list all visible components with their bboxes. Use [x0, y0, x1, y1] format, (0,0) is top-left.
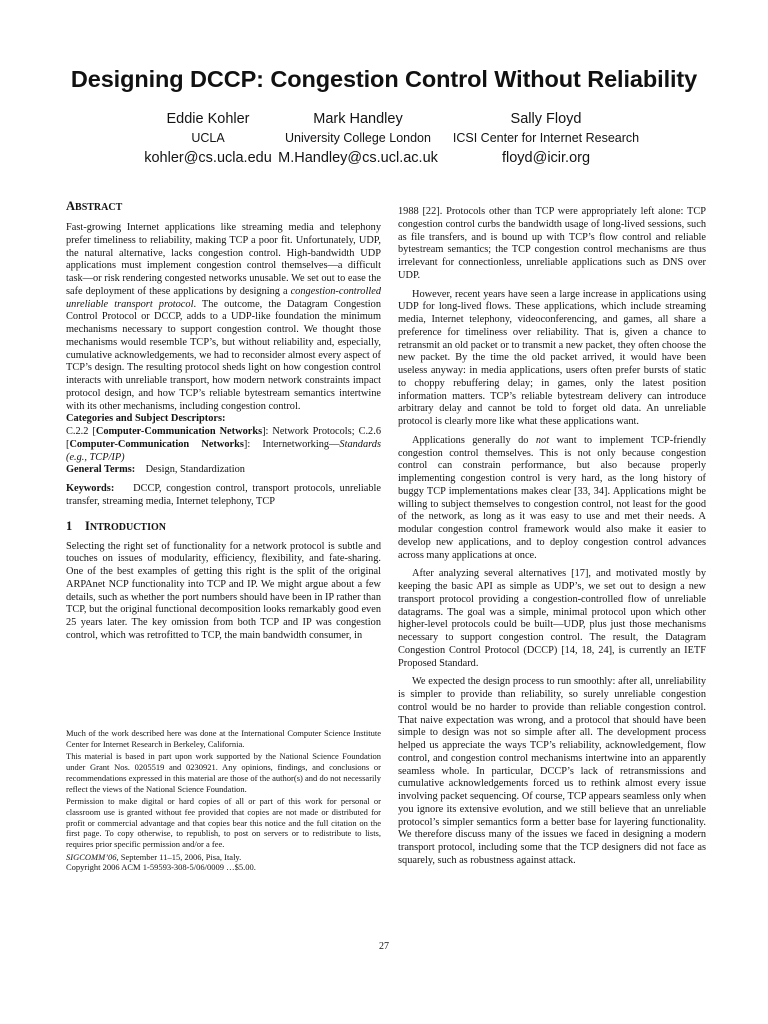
author-name: Sally Floyd [510, 111, 582, 127]
author-affiliation: ICSI Center for Internet Research [452, 131, 640, 145]
descriptors-heading: Categories and Subject Descriptors: [66, 413, 226, 425]
author-email: kohler@cs.ucla.edu [144, 150, 272, 166]
body-paragraph: After analyzing several alternatives [17], and motivated mostly by keeping the basic API as simple as UDP’s, we set out to design a new transport protocol providing a congestion-controlled flow of unreliable datagrams. The goal was a simple, minimal protocol upon which other higher-level protocols could be built—UDP, plus just those mechanisms necessary to support congestion control. The result, the Datagram Congestion Control Protocol (DCCP) [14, 18, 24], is currently an IETF Proposed Standard. [398, 568, 706, 669]
footnote-paragraph: Permission to make digital or hard copies of all or part of this work for personal or classroom use is granted without fee provided that copies are not made or distributed for profit or commercial advantage and that copies bear this notice and the full citation on the first page. To copy otherwise, to republish, to post on servers or to redistribute to lists, requires prior specific permission and/or a fee. [66, 796, 381, 850]
copyright-line: Copyright 2006 ACM 1-59593-308-5/06/0009 …$5.00. [66, 862, 256, 873]
author-name: Mark Handley [313, 111, 403, 127]
introduction-text: Selecting the right set of functionality for a network protocol is subtle and touches on issues of modularity, efficiency, flexibility, and fate-sharing. One of the best examples of getting this right is the split of the original ARPAnet NCP functionality into TCP and IP. We might argue about a few details, such as whether the port numbers should have been in IP rather than TCP, but the original functional decomposition looks remarkably good even 25 years later. The key omission from both TCP and IP was congestion control, which was retrofitted to TCP, the main bandwidth consumer, in [66, 540, 381, 641]
body-paragraph: 1988 [22]. Protocols other than TCP were appropriately left alone: TCP congestion control curbs the bandwidth usage of long-lived sessions, such as file transfers, and is bound up with TCP’s flow control and reliable bytestream semantics; the TCP congestion control mechanisms are thus irrelevant for connectionless, unreliable applications such as DNS over UDP. [398, 206, 706, 281]
venue-line: SIGCOMM’06, September 11–15, 2006, Pisa, Italy. [66, 851, 242, 862]
keywords: Keywords: DCCP, congestion control, transport protocols, unreliable transfer, streaming media, Internet telephony, TCP [66, 483, 382, 507]
left-column [66, 198, 381, 643]
right-column [398, 206, 706, 868]
author-email: floyd@icir.org [501, 150, 591, 166]
paper-title: Designing DCCP: Congestion Control Without Reliability [70, 66, 698, 92]
abstract-heading: ABSTRACT [66, 199, 123, 213]
body-paragraph: We expected the design process to run smoothly: after all, unreliability is simpler to provide than reliability, so surely unreliable congestion control would be no harder to provide than reliable congestion control. That naive expectation was wrong, and a protocol that should have been simple to design was not so simple after all. The development process helped us appreciate the ways TCP’s reliability, acknowledgement, flow control, and congestion control mechanisms intertwine into an apparently seamless whole. In particular, DCCP’s lack of retransmissions and cumulative acknowledgements forced us to rethink almost every issue involving packet sequencing. Of course, TCP appears seamless only when you ignore its extensive evolution, and we still believe that an unreliable protocol’s simpler semantics form a better base for layering functionality. We therefore discuss many of the issues we faced in designing a modern transport protocol, including some that the TCP designers did not face as squarely, such as robustness against attack. [398, 676, 706, 866]
body-paragraph: However, recent years have seen a large increase in applications using UDP for long-lived flows. These applications, which include streaming media, Internet telephony, videoconferencing, and games, all share a preference for timeliness over reliability. That is, given a chance to retransmit an old packet or to transmit a new packet, they often choose the new packet. By the time the old packet arrived, it would have been useless anyway: in media applications, users often prefer bursts of static to choppy rebuffering delay; in games, only the latest position information matters. TCP’s reliable bytestream delivery can introduce arbitrary delay and cannot be told to forget old data. An unreliable protocol is clearly more like what these applications want. [398, 288, 706, 427]
page-number: 27 [379, 941, 389, 952]
footnote-paragraph: This material is based in part upon work supported by the National Science Foundation under Grant Nos. 0205519 and 0230921. Any opinions, findings, and conclusions or recommendations expressed in this material are those of the author(s) and do not necessarily reflect the views of the National Science Foundation. [66, 751, 381, 794]
author-block [446, 110, 646, 169]
abstract-text: Fast-growing Internet applications like streaming media and telephony prefer timeliness to reliability, making TCP a poor fit. Unfortunately, UDP, the natural alternative, lacks congestion control. High-bandwidth UDP applications must implement congestion control themselves—a difficult task—or risk rendering congested networks unusable. We set out to ease the safe deployment of these applications by designing a congestion-controlled unreliable transport protocol. The outcome, the Datagram Congestion Control Protocol or DCCP, adds to a UDP-like foundation the minimum mechanisms necessary to support congestion control. We thought those mechanisms would resemble TCP’s, but without reliability and, especially, cumulative acknowledgements, we had to reconsider almost every aspect of TCP’s design. The resulting protocol sheds light on how congestion control interacts with unreliable transport, how modern network constraints impact protocol design, and how TCP’s reliable bytestream semantics intertwine with its other mechanisms, including congestion control. [66, 222, 382, 412]
descriptors-text: C.2.2 [Computer-Communication Networks]: Network Protocols; C.2.6 [Computer-Communication Networks]: Internetworking—Standards (e.g., TCP/IP) [66, 426, 381, 463]
author-email: M.Handley@cs.ucl.ac.uk [278, 150, 438, 166]
author-affiliation: University College London [285, 131, 431, 145]
general-terms: General Terms: Design, Standardization [66, 464, 245, 476]
introduction-heading: 1 INTRODUCTION [66, 518, 166, 533]
author-name: Eddie Kohler [166, 111, 250, 127]
footnote-paragraph: Much of the work described here was done at the International Computer Science Institute Center for Internet Research in Berkeley, California. [66, 728, 381, 749]
footnote [66, 728, 381, 875]
author-affiliation: UCLA [191, 131, 225, 145]
author-block [268, 110, 448, 169]
body-paragraph: Applications generally do not want to implement TCP-friendly congestion control themselves. This is not only because congestion control can constrain performance, but also because properly implementing congestion control is very hard, as the long history of buggy TCP implementations makes clear [33, 34]. Applications might be willing to subject themselves to congestion control, not least for the good of the network, as long as it was easy to use and met their needs. A modular congestion control framework would also make it easier to develop new applications, and to deploy congestion control advances across many applications at once. [398, 434, 706, 561]
